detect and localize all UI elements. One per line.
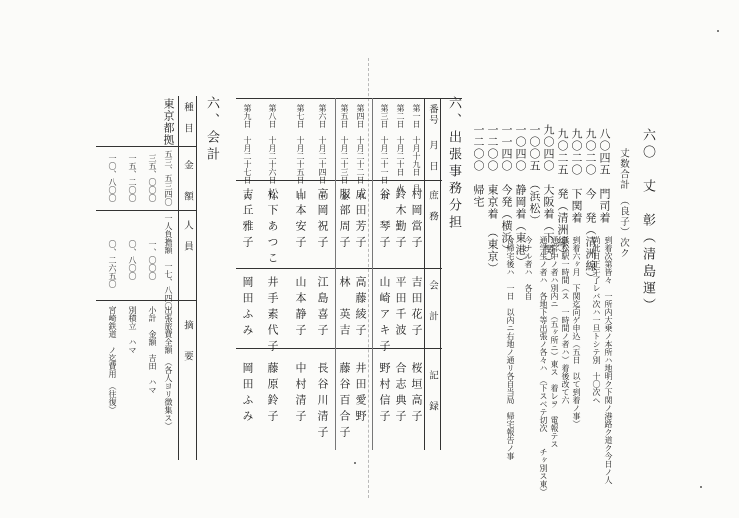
duty-row-1-kiroku: 桜垣高子: [410, 362, 423, 426]
accounts-row-3-persons: 〇、八〇〇: [128, 240, 137, 280]
duty-row-9-date: 第九日 十月二十七日 火: [243, 104, 252, 200]
itinerary-note-7: 今ナル者ハ 各自: [524, 236, 533, 300]
duty-table-right-rule: [440, 98, 441, 450]
duty-row-3-shomu: 谷 琴子: [378, 188, 391, 252]
accounts-row-4-amount: 一〇、八〇〇: [108, 154, 117, 202]
accounts-row-4-note: 宮崎鉄道 ノ迄費用 （往復）: [108, 306, 117, 414]
itinerary-row-10: 一二〇〇 帰宅: [472, 124, 485, 220]
duty-row-3-kaikei: 山崎アキ子: [378, 276, 391, 356]
itinerary-note-4: 浜松駅一時間（ス 一時間ノ者ハ）着後改て六: [561, 236, 570, 404]
itinerary-note-1: 到着次第皆々 一所内大乗ノ本所ハ地明ク下関ノ港路ク道ク今日ノ人: [604, 236, 613, 484]
page-fold-line: [368, 58, 369, 498]
itinerary-row-7: 一〇四〇 静岡着（東港）: [514, 124, 527, 268]
accounts-header-note: 摘 要: [182, 320, 193, 367]
duty-row-5-kaikei: 林 英吉: [338, 276, 351, 340]
duty-row-8-kaikei: 井手素代子: [266, 276, 279, 356]
duty-table-title: 六、出張事務分担: [446, 96, 461, 232]
itinerary-row-2: 九〇二〇 今 発（清洲線）: [584, 128, 597, 284]
duty-row-1-shomu: 村岡當子: [410, 188, 423, 252]
duty-row-8-shomu: 松下あつこ: [266, 188, 279, 268]
accounts-row-2-note: 小計 金額 吉田 ハマ: [148, 306, 157, 394]
duty-row-3-kiroku: 野村信子: [378, 362, 391, 426]
duty-row-3-date: 第三日 十月二十一日 水: [380, 104, 389, 200]
duty-row-5-kiroku: 藤谷百合子: [338, 362, 351, 442]
accounts-row-1-item: 東京都拠: [162, 98, 175, 146]
scan-speck: [717, 30, 719, 32]
duty-row-6-kaikei: 江島喜子: [316, 276, 329, 340]
duty-table-row-rule-3: [372, 98, 373, 450]
duty-header-kiroku: 記 録: [427, 370, 438, 417]
itinerary-note-6: 通学生ノ者ハ 各地下等出張ノ各々ハ （下スベテ切次 チヶ別ス東）: [539, 236, 548, 496]
duty-row-2-shomu: 鈴木勤子: [394, 188, 407, 252]
duty-row-1-date: 第一日 十月十九日 月: [412, 104, 421, 192]
accounts-header-item: 種 目: [182, 102, 193, 134]
accounts-item-rule: [96, 146, 196, 147]
duty-row-4-shomu: 成田芳子: [354, 188, 367, 252]
accounts-amount-rule: [96, 210, 196, 211]
itinerary-row-8: 一一四〇 今発（横浜）: [500, 124, 513, 256]
accounts-row-4-persons: 〇、二六五〇: [108, 240, 117, 288]
duty-header-shomu: 庶 務: [427, 190, 438, 222]
duty-row-7-kaikei: 山本静子: [294, 276, 307, 340]
accounts-right-rule: [196, 96, 197, 460]
duty-row-6-shomu: 高岡祝子: [316, 188, 329, 252]
duty-row-6-kiroku: 長谷川清子: [316, 362, 329, 442]
accounts-row-3-note: 別積立 ハマ: [128, 306, 137, 354]
accounts-row-1-note: 出張旅費全額 （各人ヨリ徴集ス）: [164, 306, 173, 430]
duty-row-4-kiroku: 井田愛野: [354, 362, 367, 426]
accounts-row-2-persons: 一、〇〇〇: [148, 240, 157, 280]
accounts-header-rule: [178, 96, 179, 460]
duty-row-2-kaikei: 平田千波: [394, 276, 407, 340]
duty-row-8-kiroku: 藤原鈴子: [266, 362, 279, 426]
accounts-title: 六、会計: [204, 96, 219, 164]
accounts-row-2-amount: 三五、〇〇〇: [148, 154, 157, 202]
duty-row-7-date: 第七日 十月二十五日 日: [296, 104, 305, 200]
duty-header-date: 月 日: [427, 140, 438, 172]
duty-row-2-kiroku: 合志典子: [394, 362, 407, 426]
scan-speck: [354, 462, 356, 464]
duty-row-2-date: 第二日 十月二十日 火: [396, 104, 405, 192]
accounts-persons-rule: [96, 300, 196, 301]
duty-table-top-rule: [236, 98, 462, 99]
duty-row-7-shomu: 山本安子: [294, 188, 307, 252]
duty-row-8-date: 第八日 十月二十六日 月: [268, 104, 277, 200]
accounts-row-1-amount: 五三、五三四〇: [164, 150, 173, 206]
duty-row-1-kaikei: 吉田花子: [410, 276, 423, 340]
duty-header-number: 番号: [427, 104, 438, 125]
duty-row-7-kiroku: 中村清子: [294, 362, 307, 426]
duty-row-9-kiroku: 岡田ふみ: [241, 362, 254, 426]
itinerary-row-6: 一〇〇五 （浜松）: [528, 124, 541, 227]
accounts-header-persons: 人 員: [182, 220, 193, 252]
itinerary-note-5: 通常中ノ者ハ別内ニ （五ヶ所ニ）東ス 着レヲ 電報テス: [550, 236, 559, 448]
itinerary-row-4: 九〇二五 発（清洲線）: [556, 128, 569, 260]
duty-row-6-date: 第六日 十月二十四日 土: [318, 104, 327, 200]
itinerary-row-5: 九〇四〇 大阪着（下関）: [542, 124, 555, 268]
itinerary-row-9: 一二〇〇 東京着 （東京）: [486, 124, 499, 275]
duty-row-9-shomu: 吉丘雅子: [241, 188, 254, 252]
itinerary-row-1: 八〇四五 門司着: [598, 128, 611, 224]
itinerary-note-8: 合帰宅後ハ 一日 以内ニ右地ノ通リ各自当局 帰宅報告ノ事: [506, 236, 515, 460]
accounts-header-amount: 金 額: [182, 160, 193, 207]
accounts-row-1-persons: 一人負擔額 一七、八四〇: [164, 214, 173, 310]
duty-header-kaikei: 会 計: [427, 280, 438, 327]
itinerary-row-3: 九〇二〇 下関着: [570, 128, 583, 224]
item-60-heading: 六〇 丈 彰（清島運）: [640, 128, 655, 315]
duty-row-4-kaikei: 高藤綾子: [354, 276, 367, 340]
itinerary-note-3: 到着六ヶ月 下関迄向ゲ申込（五日 以て到着ノ事）: [572, 236, 581, 428]
duty-row-4-date: 第四日 十月二十二日 木: [356, 104, 365, 200]
scan-speck: [700, 486, 702, 488]
duty-row-9-kaikei: 岡田ふみ: [241, 276, 254, 340]
itinerary-note-2: 尚此日正午了レバ次ハ一旦トシテ別 十〇次ヘ: [592, 236, 601, 404]
right-header-note: 丈数合計 （良子）次ク: [618, 148, 629, 259]
duty-table-row-rule-6: [335, 98, 336, 450]
duty-row-5-shomu: 服部周子: [338, 188, 351, 252]
duty-table-header-rule: [424, 98, 425, 450]
duty-row-5-date: 第五日 十月二十三日 金: [340, 104, 349, 200]
duty-table-rule-2: [236, 268, 442, 269]
accounts-row-3-amount: 一五、二〇〇: [128, 154, 137, 202]
